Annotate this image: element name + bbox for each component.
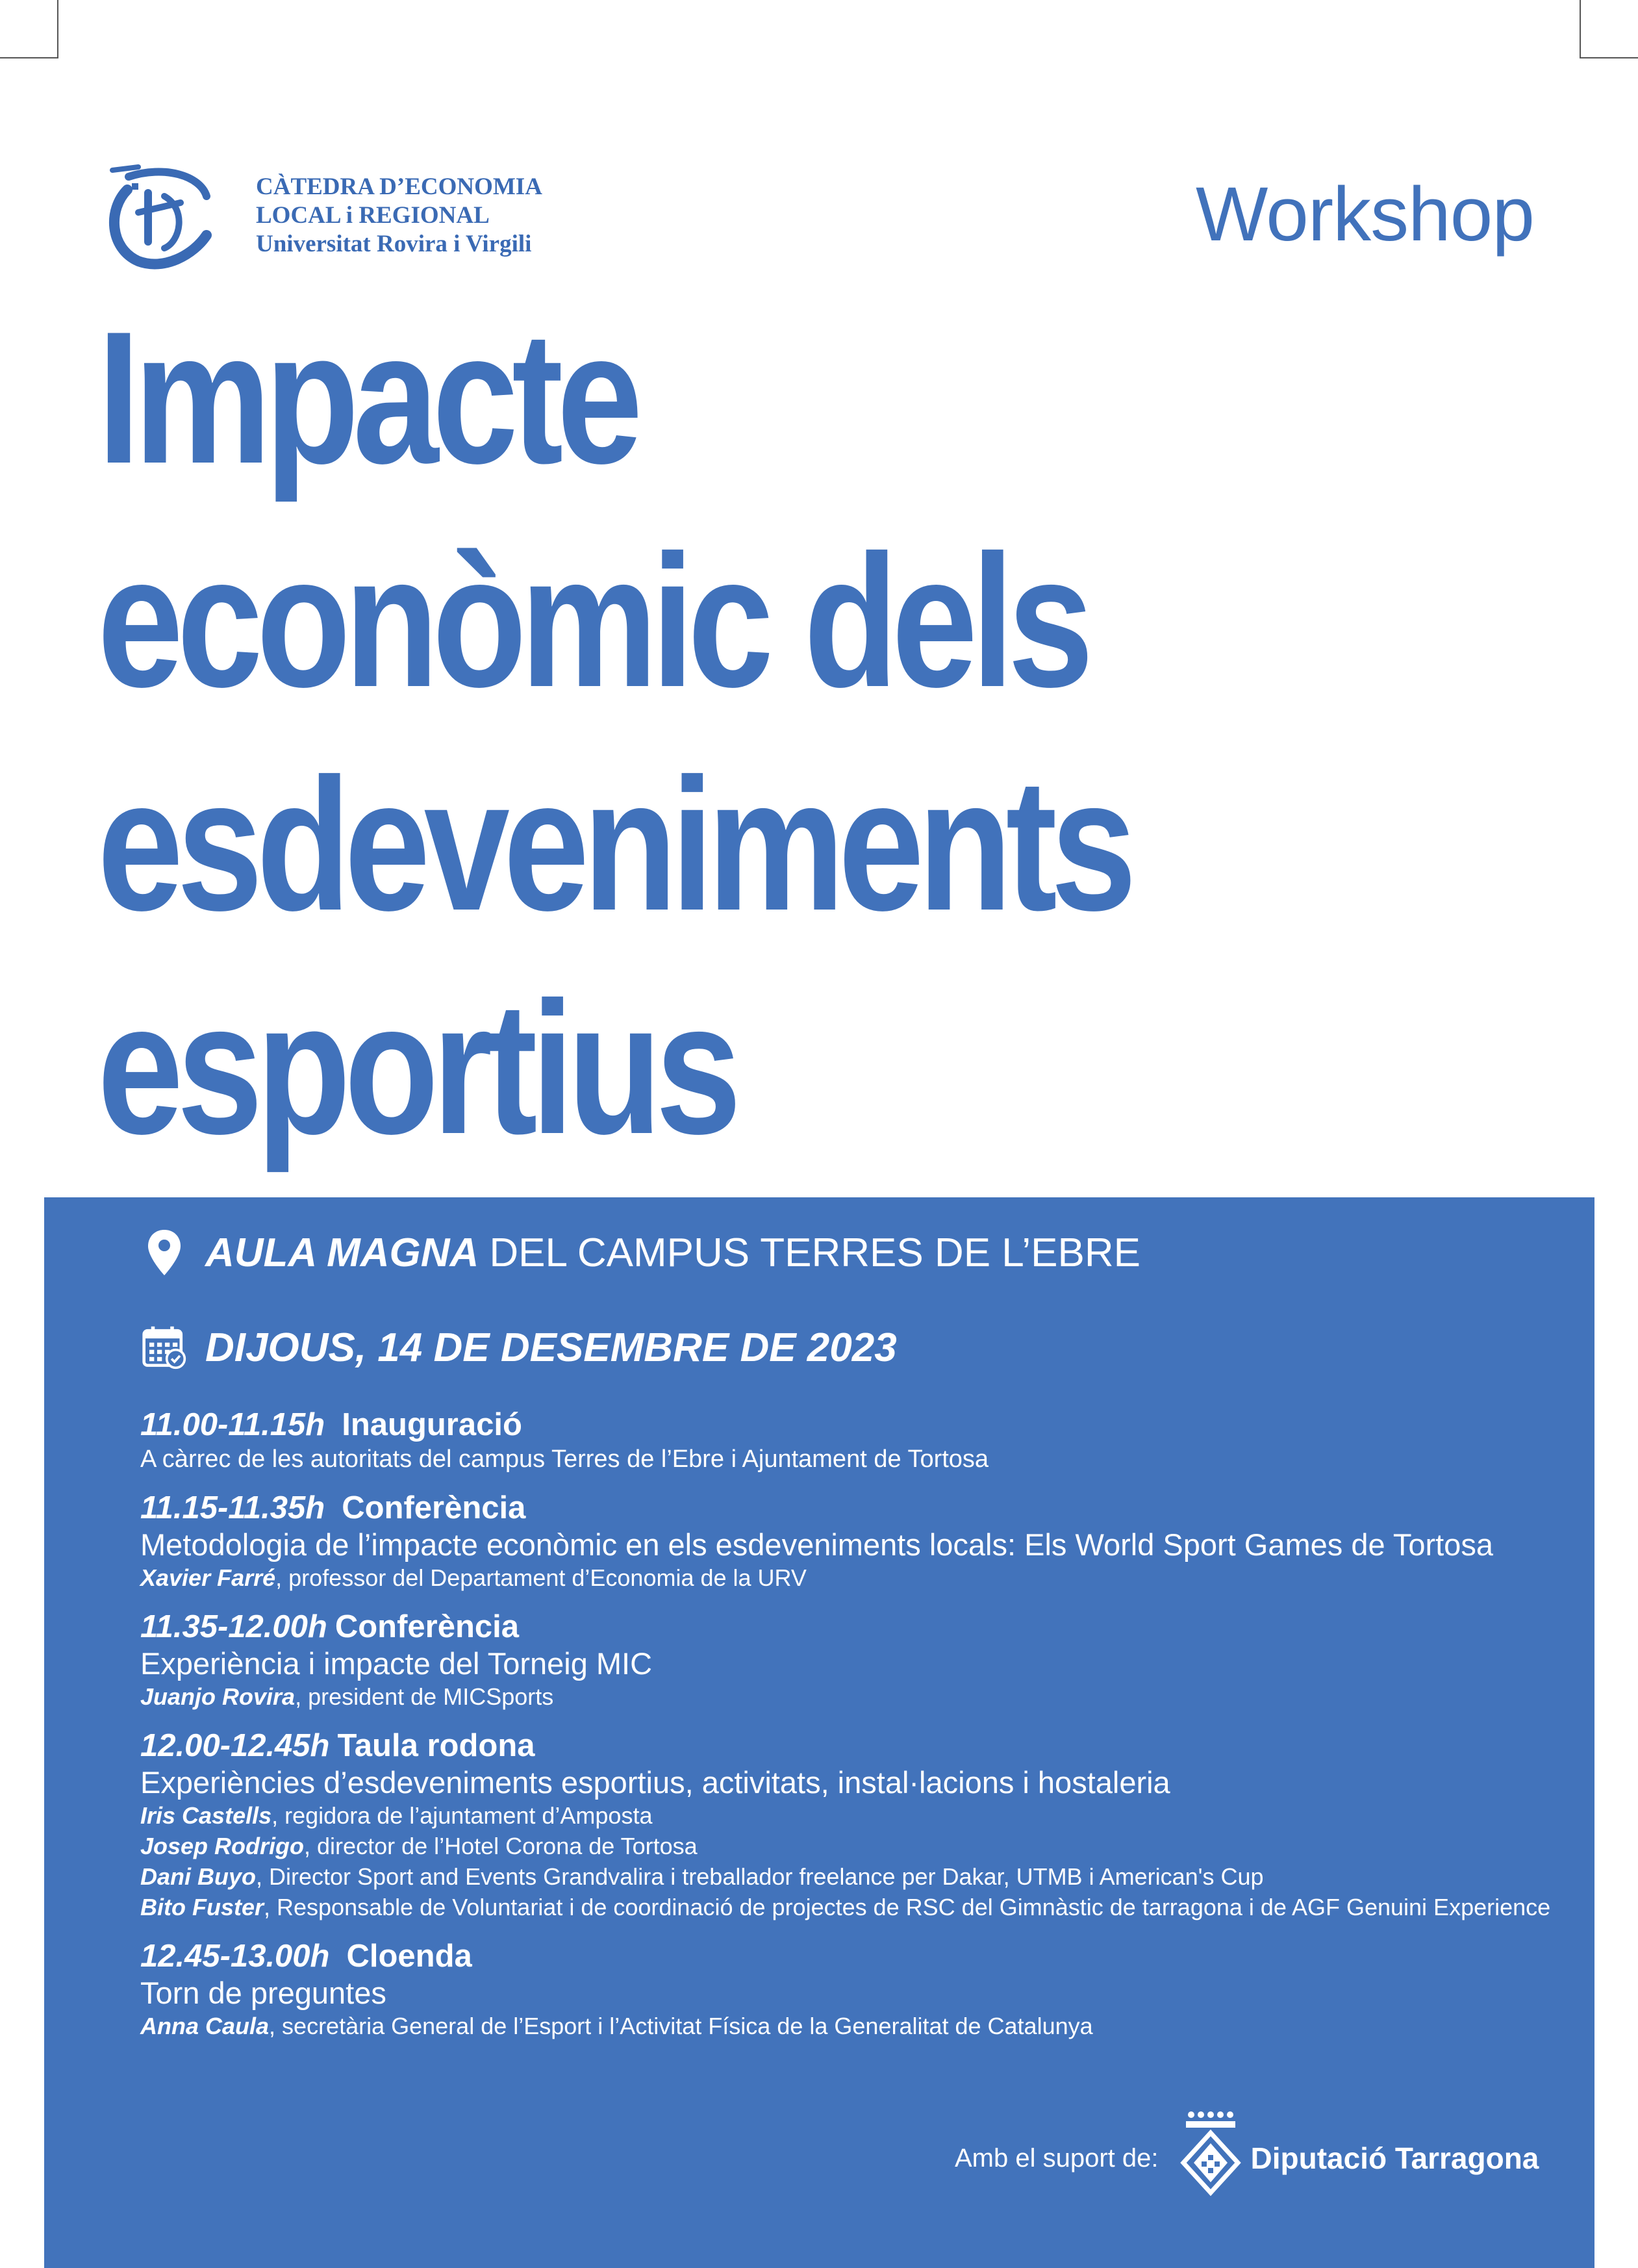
speaker-name: Josep Rodrigo <box>140 1833 305 1859</box>
agenda-description: Torn de preguntes <box>140 1976 386 2010</box>
agenda-item <box>140 1607 1569 1712</box>
sponsor-name: Diputació Tarragona <box>1250 2141 1539 2175</box>
agenda-title: Cloenda <box>346 1939 472 1974</box>
title-line: esportius <box>97 963 735 1173</box>
speaker <box>140 2011 1569 2041</box>
speaker-role: , Responsable de Voluntariat i de coordinació de projectes de RSC del Gimnàstic de tarragona i de AGF Genuini Experience <box>264 1894 1551 1920</box>
agenda-subtitle: A càrrec de les autoritats del campus Terres de l’Ebre i Ajuntament de Tortosa <box>140 1446 989 1473</box>
catedra-logo-icon <box>103 164 213 271</box>
agenda-title: Conferència <box>334 1609 520 1644</box>
crop-mark <box>0 57 58 58</box>
page-title <box>97 286 1322 1180</box>
crop-mark <box>1580 57 1638 58</box>
agenda-time: 11.00-11.15h <box>140 1407 325 1442</box>
title-line: esdeveniments <box>97 739 1131 950</box>
program-panel <box>44 1197 1594 2268</box>
agenda <box>140 1405 1569 2056</box>
speaker-name: Bito Fuster <box>140 1894 264 1920</box>
agenda-title: Taula rodona <box>337 1728 535 1763</box>
speaker-name: Dani Buyo <box>140 1863 257 1890</box>
agenda-item <box>140 1726 1569 1922</box>
agenda-item <box>140 1937 1569 2041</box>
agenda-time: 11.15-11.35h <box>140 1490 325 1525</box>
agenda-description: Experiència i impacte del Torneig MIC <box>140 1646 653 1681</box>
catedra-logo <box>103 164 570 274</box>
speaker-role: , secretària General de l’Esport i l’Activitat Física de la Generalitat de Catalunya <box>269 2013 1093 2039</box>
agenda-time: 12.45-13.00h <box>140 1939 330 1974</box>
speaker-role: , director de l’Hotel Corona de Tortosa <box>304 1833 698 1859</box>
speaker <box>140 1861 1569 1892</box>
logo-line: LOCAL i REGIONAL <box>256 202 490 229</box>
speaker-name: Xavier Farré <box>140 1564 276 1591</box>
title-line: Impacte <box>97 292 636 503</box>
date-row <box>142 1323 897 1372</box>
crop-mark <box>1580 0 1581 58</box>
agenda-title: Conferència <box>342 1490 526 1525</box>
agenda-time: 11.35-12.00h <box>140 1609 327 1644</box>
title-line: econòmic dels <box>97 516 1088 726</box>
agenda-description: Experiències d’esdeveniments esportius, activitats, instal·lacions i hostaleria <box>140 1765 1170 1800</box>
support-label: Amb el suport de: <box>955 2143 1159 2172</box>
venue-location: DEL CAMPUS TERRES DE L’EBRE <box>489 1230 1140 1275</box>
venue-row <box>142 1228 1140 1277</box>
speaker-role: , president de MICSports <box>295 1683 554 1710</box>
speaker-name: Juanjo Rovira <box>140 1683 296 1710</box>
speaker <box>140 1892 1569 1922</box>
agenda-title: Inauguració <box>342 1407 522 1442</box>
speaker-role: , professor del Departament d’Economia de la URV <box>275 1564 807 1591</box>
speaker-role: , regidora de l’ajuntament d’Amposta <box>271 1802 653 1829</box>
speaker <box>140 1562 1569 1593</box>
catedra-logo-text <box>256 173 542 259</box>
agenda-item <box>140 1488 1569 1593</box>
speaker-name: Iris Castells <box>140 1802 272 1829</box>
speaker <box>140 1800 1569 1831</box>
crop-mark <box>57 0 58 58</box>
venue-name: AULA MAGNA <box>205 1230 479 1275</box>
calendar-icon <box>142 1323 187 1372</box>
speaker <box>140 1681 1569 1712</box>
agenda-item <box>140 1405 1569 1474</box>
logo-line: Universitat Rovira i Virgili <box>256 231 532 257</box>
agenda-time: 12.00-12.45h <box>140 1728 330 1763</box>
agenda-description: Metodologia de l’impacte econòmic en els esdeveniments locals: Els World Sport Games de Tortosa <box>140 1527 1493 1562</box>
event-type-label: Workshop <box>1195 172 1534 257</box>
speaker-role: , Director Sport and Events Grandvalira i treballador freelance per Dakar, UTMB i American's Cup <box>256 1863 1264 1890</box>
support-footer <box>955 2109 1539 2207</box>
logo-line: CÀTEDRA D’ECONOMIA <box>256 173 542 200</box>
speaker <box>140 1831 1569 1861</box>
event-date: DIJOUS, 14 DE DESEMBRE DE 2023 <box>205 1325 897 1370</box>
diputacio-tarragona-logo-icon <box>1178 2109 1243 2207</box>
speaker-name: Anna Caula <box>140 2013 270 2039</box>
map-pin-icon <box>142 1228 187 1277</box>
